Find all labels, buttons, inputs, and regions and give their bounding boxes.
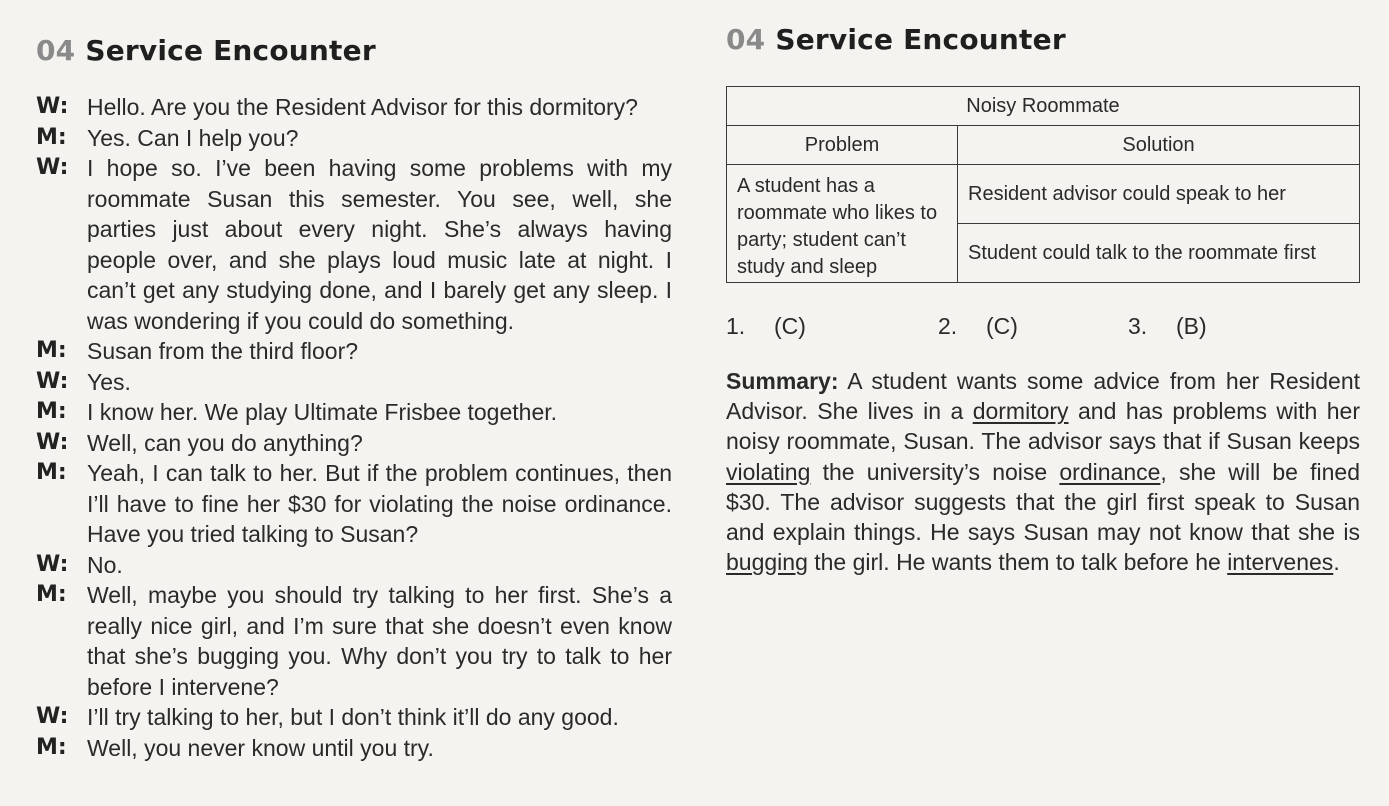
- summary-text: the girl. He wants them to talk before he: [807, 549, 1228, 576]
- utterance-text: Yes.: [87, 368, 131, 395]
- answer-number: 2.: [938, 313, 958, 339]
- utterance-text: Yes. Can I help you?: [87, 124, 299, 151]
- dialogue-line: [36, 153, 672, 336]
- left-heading: [36, 34, 376, 67]
- solution-cell-2: Student could talk to the roommate first: [958, 224, 1360, 283]
- right-heading: [726, 23, 1066, 56]
- answer-value: (C): [986, 313, 1018, 339]
- answer-number: 1.: [726, 313, 746, 339]
- dialogue-line: [36, 550, 672, 581]
- table-row: [727, 165, 1360, 224]
- dialogue-line: [36, 92, 672, 123]
- answer-item: [938, 313, 1018, 340]
- utterance-text: Well, you never know until you try.: [87, 734, 434, 761]
- speaker-label: M:: [36, 734, 67, 760]
- speaker-label: M:: [36, 460, 67, 485]
- speaker-label: W:: [36, 551, 69, 577]
- column-header-problem: Problem: [727, 126, 958, 165]
- speaker-label: W:: [36, 429, 69, 455]
- notes-table: [726, 86, 1360, 283]
- dialogue-line: [36, 733, 672, 764]
- utterance-text: No.: [87, 551, 123, 578]
- summary-text: A student wants some advice from her Resident Advisor. She lives in a: [726, 368, 1360, 425]
- dialogue-line: [36, 336, 672, 367]
- speaker-label: W:: [36, 155, 69, 180]
- answer-value: (C): [774, 313, 806, 339]
- summary-label: Summary:: [726, 368, 839, 394]
- utterance-text: Well, can you do anything?: [87, 429, 363, 456]
- answer-item: [1128, 313, 1207, 340]
- column-header-solution: Solution: [958, 126, 1360, 165]
- vocab-word: bugging: [726, 549, 808, 576]
- answer-item: [726, 313, 806, 340]
- speaker-label: M:: [36, 399, 67, 424]
- dialogue-line: [36, 458, 672, 550]
- vocab-word: ordinance: [1059, 458, 1161, 485]
- utterance-text: Susan from the third floor?: [87, 338, 359, 364]
- speaker-label: M:: [36, 582, 67, 607]
- left-heading-number: 04: [36, 34, 76, 67]
- answer-value: (B): [1176, 313, 1207, 339]
- right-heading-number: 04: [726, 23, 766, 56]
- utterance-text: Yeah, I can talk to her. But if the problem continues, then I’ll have to fine her $30 for violating the noise ordinance. Have you tried talking to Susan?: [87, 460, 672, 547]
- summary-paragraph: [726, 366, 1360, 577]
- table-title: Noisy Roommate: [727, 87, 1360, 126]
- speaker-label: W:: [36, 704, 69, 729]
- left-heading-title: Service Encounter: [85, 34, 376, 67]
- solution-cell-1: Resident advisor could speak to her: [958, 165, 1360, 224]
- dialogue-line: [36, 428, 672, 459]
- table-header-row: [727, 126, 1360, 165]
- utterance-text: I know her. We play Ultimate Frisbee together.: [87, 399, 558, 425]
- speaker-label: M:: [36, 124, 67, 150]
- table-title-row: [727, 87, 1360, 126]
- problem-cell: A student has a roommate who likes to party; student can’t study and sleep: [727, 165, 958, 283]
- dialogue-line: [36, 397, 672, 428]
- dialogue-line: [36, 702, 672, 733]
- dialogue-line: [36, 580, 672, 702]
- utterance-text: I’ll try talking to her, but I don’t think it’ll do any good.: [87, 704, 619, 730]
- speaker-label: W:: [36, 368, 69, 394]
- answer-number: 3.: [1128, 313, 1148, 339]
- summary-text: .: [1333, 549, 1340, 576]
- vocab-word: dormitory: [972, 398, 1069, 425]
- speaker-label: M:: [36, 338, 67, 363]
- summary-text: and has problems with her noisy roommate, Susan. The advisor says that if Susan keeps: [726, 398, 1360, 455]
- utterance-text: Well, maybe you should try talking to her first. She’s a really nice girl, and I’m sure that she doesn’t even know that she’s bugging you. Why don’t you try to talk to her before I intervene?: [87, 582, 672, 700]
- summary-text: the university’s noise: [810, 458, 1060, 485]
- utterance-text: Hello. Are you the Resident Advisor for this dormitory?: [87, 94, 638, 120]
- dialogue-transcript: [36, 92, 672, 763]
- right-heading-title: Service Encounter: [775, 23, 1066, 56]
- vocab-word: violating: [726, 458, 811, 485]
- speaker-label: W:: [36, 94, 69, 119]
- summary-text: , she will be fined $30. The advisor suggests that the girl first speak to Susan and explain things. He says Susan may not know that she is: [726, 458, 1360, 546]
- vocab-word: intervenes: [1227, 549, 1334, 576]
- dialogue-line: [36, 123, 672, 154]
- dialogue-line: [36, 367, 672, 398]
- utterance-text: I hope so. I’ve been having some problems with my roommate Susan this semester. You see, well, she parties just about every night. She’s always having people over, and she plays loud music late at night. I can’t get any studying done, and I barely get any sleep. I was wondering if you could do something.: [87, 155, 672, 334]
